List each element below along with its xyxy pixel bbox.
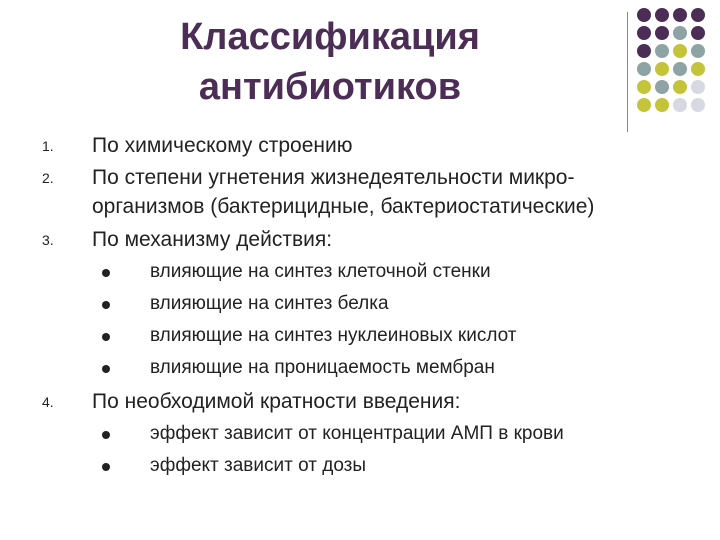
item-text-line-1: По степени угнетения жизнедеятельности микро- (92, 166, 575, 189)
sublist-text: эффект зависит от дозы (150, 455, 367, 476)
decor-dot (637, 8, 651, 22)
item-text: По химическому строению (92, 134, 353, 157)
item-number: 4. (42, 394, 54, 410)
decor-dot (673, 26, 687, 40)
decor-dot (637, 80, 651, 94)
decor-dot (655, 8, 669, 22)
decor-dot (673, 8, 687, 22)
decor-dot (655, 80, 669, 94)
decor-dot (691, 98, 705, 112)
decor-dot (637, 44, 651, 58)
decorative-dot-grid (637, 8, 707, 120)
bullet-icon (102, 301, 110, 309)
sublist-text: влияющие на синтез клеточной стенки (150, 261, 491, 282)
title-line-2: антибиотиков (198, 66, 462, 108)
bullet-icon (102, 463, 110, 471)
title-line-1: Классификация (180, 16, 480, 58)
item-number: 3. (42, 232, 54, 248)
decor-dot (673, 80, 687, 94)
decor-dot (655, 62, 669, 76)
bullet-icon (102, 269, 110, 277)
decor-dot (655, 26, 669, 40)
decor-dot (673, 44, 687, 58)
item-text: По механизму действия: (92, 228, 333, 251)
sublist-text: влияющие на проницаемость мембран (150, 357, 495, 378)
sublist-text: эффект зависит от концентрации АМП в крови (150, 423, 564, 444)
decor-dot (691, 8, 705, 22)
slide-title (120, 12, 540, 112)
bullet-icon (102, 333, 110, 341)
decor-dot (673, 98, 687, 112)
decor-dot (691, 62, 705, 76)
decor-dot (691, 26, 705, 40)
item-number: 1. (42, 138, 54, 154)
decor-dot (673, 62, 687, 76)
sublist-text: влияющие на синтез нуклеиновых кислот (150, 325, 517, 346)
decor-dot (655, 44, 669, 58)
decor-dot (637, 62, 651, 76)
bullet-icon (102, 431, 110, 439)
item-text-line-2: организмов (бактерицидные, бактериостатические) (92, 195, 595, 218)
bullet-icon (102, 365, 110, 373)
decor-dot (637, 26, 651, 40)
item-number: 2. (42, 170, 54, 186)
decor-dot (691, 80, 705, 94)
decor-dot (637, 98, 651, 112)
decor-dot (655, 98, 669, 112)
decor-dot (691, 44, 705, 58)
item-text: По необходимой кратности введения: (92, 390, 461, 413)
sublist-text: влияющие на синтез белка (150, 293, 389, 314)
divider-line (627, 12, 628, 132)
